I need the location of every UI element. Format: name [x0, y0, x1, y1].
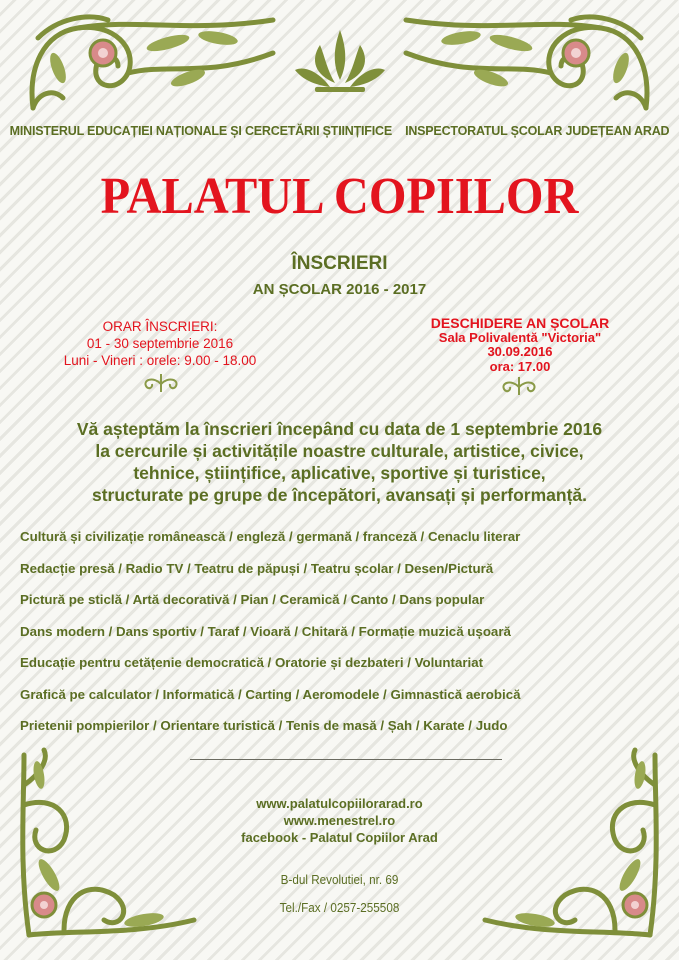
activity-line: Pictură pe sticlă / Artă decorativă / Pian / Ceramică / Canto / Dans popular [20, 592, 485, 607]
ministry-name: MINISTERUL EDUCAȚIEI NAȚIONALE ȘI CERCETĂRII ȘTIINȚIFICE [9, 124, 392, 138]
opening-heading: DESCHIDERE AN ȘCOLAR [430, 315, 610, 331]
intro-line: Vă așteptăm la înscrieri începând cu data de 1 septembrie 2016 [76, 419, 603, 439]
ornament-top-left-icon [18, 8, 283, 120]
ornament-bottom-right-icon [475, 745, 675, 955]
activity-line: Grafică pe calculator / Informatică / Carting / Aeromodele / Gimnastică aerobică [20, 686, 521, 702]
ornament-top-center-icon [275, 25, 405, 100]
activity-line: Cultură și civilizație românească / engleză / germană / franceză / Cenaclu literar [20, 529, 521, 544]
flourish-left-icon [138, 372, 184, 396]
ornament-bottom-left-icon [4, 745, 204, 955]
activity-line: Redacție presă / Radio TV / Teatru de păpuși / Teatru școlar / Desen/Pictură [20, 560, 494, 576]
website-link-secondary[interactable]: www.menestrel.ro [283, 813, 396, 828]
opening-time: ora: 17.00 [489, 358, 551, 374]
intro-line: la cercurile și activitățile noastre culturale, artistice, civice, [95, 441, 584, 461]
phone: Tel./Fax / 0257-255508 [279, 900, 400, 915]
intro-paragraph [0, 418, 679, 506]
school-year: AN ȘCOLAR 2016 - 2017 [252, 281, 427, 298]
opening-date: 30.09.2016 [487, 344, 553, 359]
address: B-dul Revolutiei, nr. 69 [280, 872, 399, 887]
school-year-opening [400, 316, 640, 374]
activity-line: Educație pentru cetățenie democratică / Oratorie și dezbateri / Voluntariat [20, 655, 484, 670]
ornament-top-right-icon [396, 8, 661, 120]
enrollment-schedule [40, 318, 280, 369]
flourish-right-icon [496, 375, 542, 399]
page-title: PALATUL COPIILOR [100, 168, 579, 225]
website-link[interactable]: www.palatulcopiilorarad.ro [256, 796, 423, 811]
divider [190, 759, 502, 760]
intro-line: structurate pe grupe de începători, avansați și performanță. [92, 485, 587, 505]
intro-line: tehnice, științifice, aplicative, sportive și turistice, [133, 463, 546, 483]
opening-venue: Sala Polivalentă "Victoria" [438, 329, 602, 345]
activities-list [20, 529, 670, 750]
facebook-link[interactable]: facebook - Palatul Copiilor Arad [241, 830, 438, 845]
schedule-dates: 01 - 30 septembrie 2016 [86, 336, 234, 351]
schedule-hours: Luni - Vineri : orele: 9.00 - 18.00 [63, 353, 257, 368]
schedule-heading: ORAR ÎNSCRIERI: [102, 319, 218, 334]
inspectorate-name: INSPECTORATUL ȘCOLAR JUDEȚEAN ARAD [405, 124, 670, 138]
enrollment-heading: ÎNSCRIERI [291, 253, 388, 274]
activity-line: Prietenii pompierilor / Orientare turistică / Tenis de masă / Șah / Karate / Judo [20, 718, 508, 733]
activity-line: Dans modern / Dans sportiv / Taraf / Vioară / Chitară / Formație muzică ușoară [20, 623, 511, 639]
header-institutions [0, 124, 679, 138]
